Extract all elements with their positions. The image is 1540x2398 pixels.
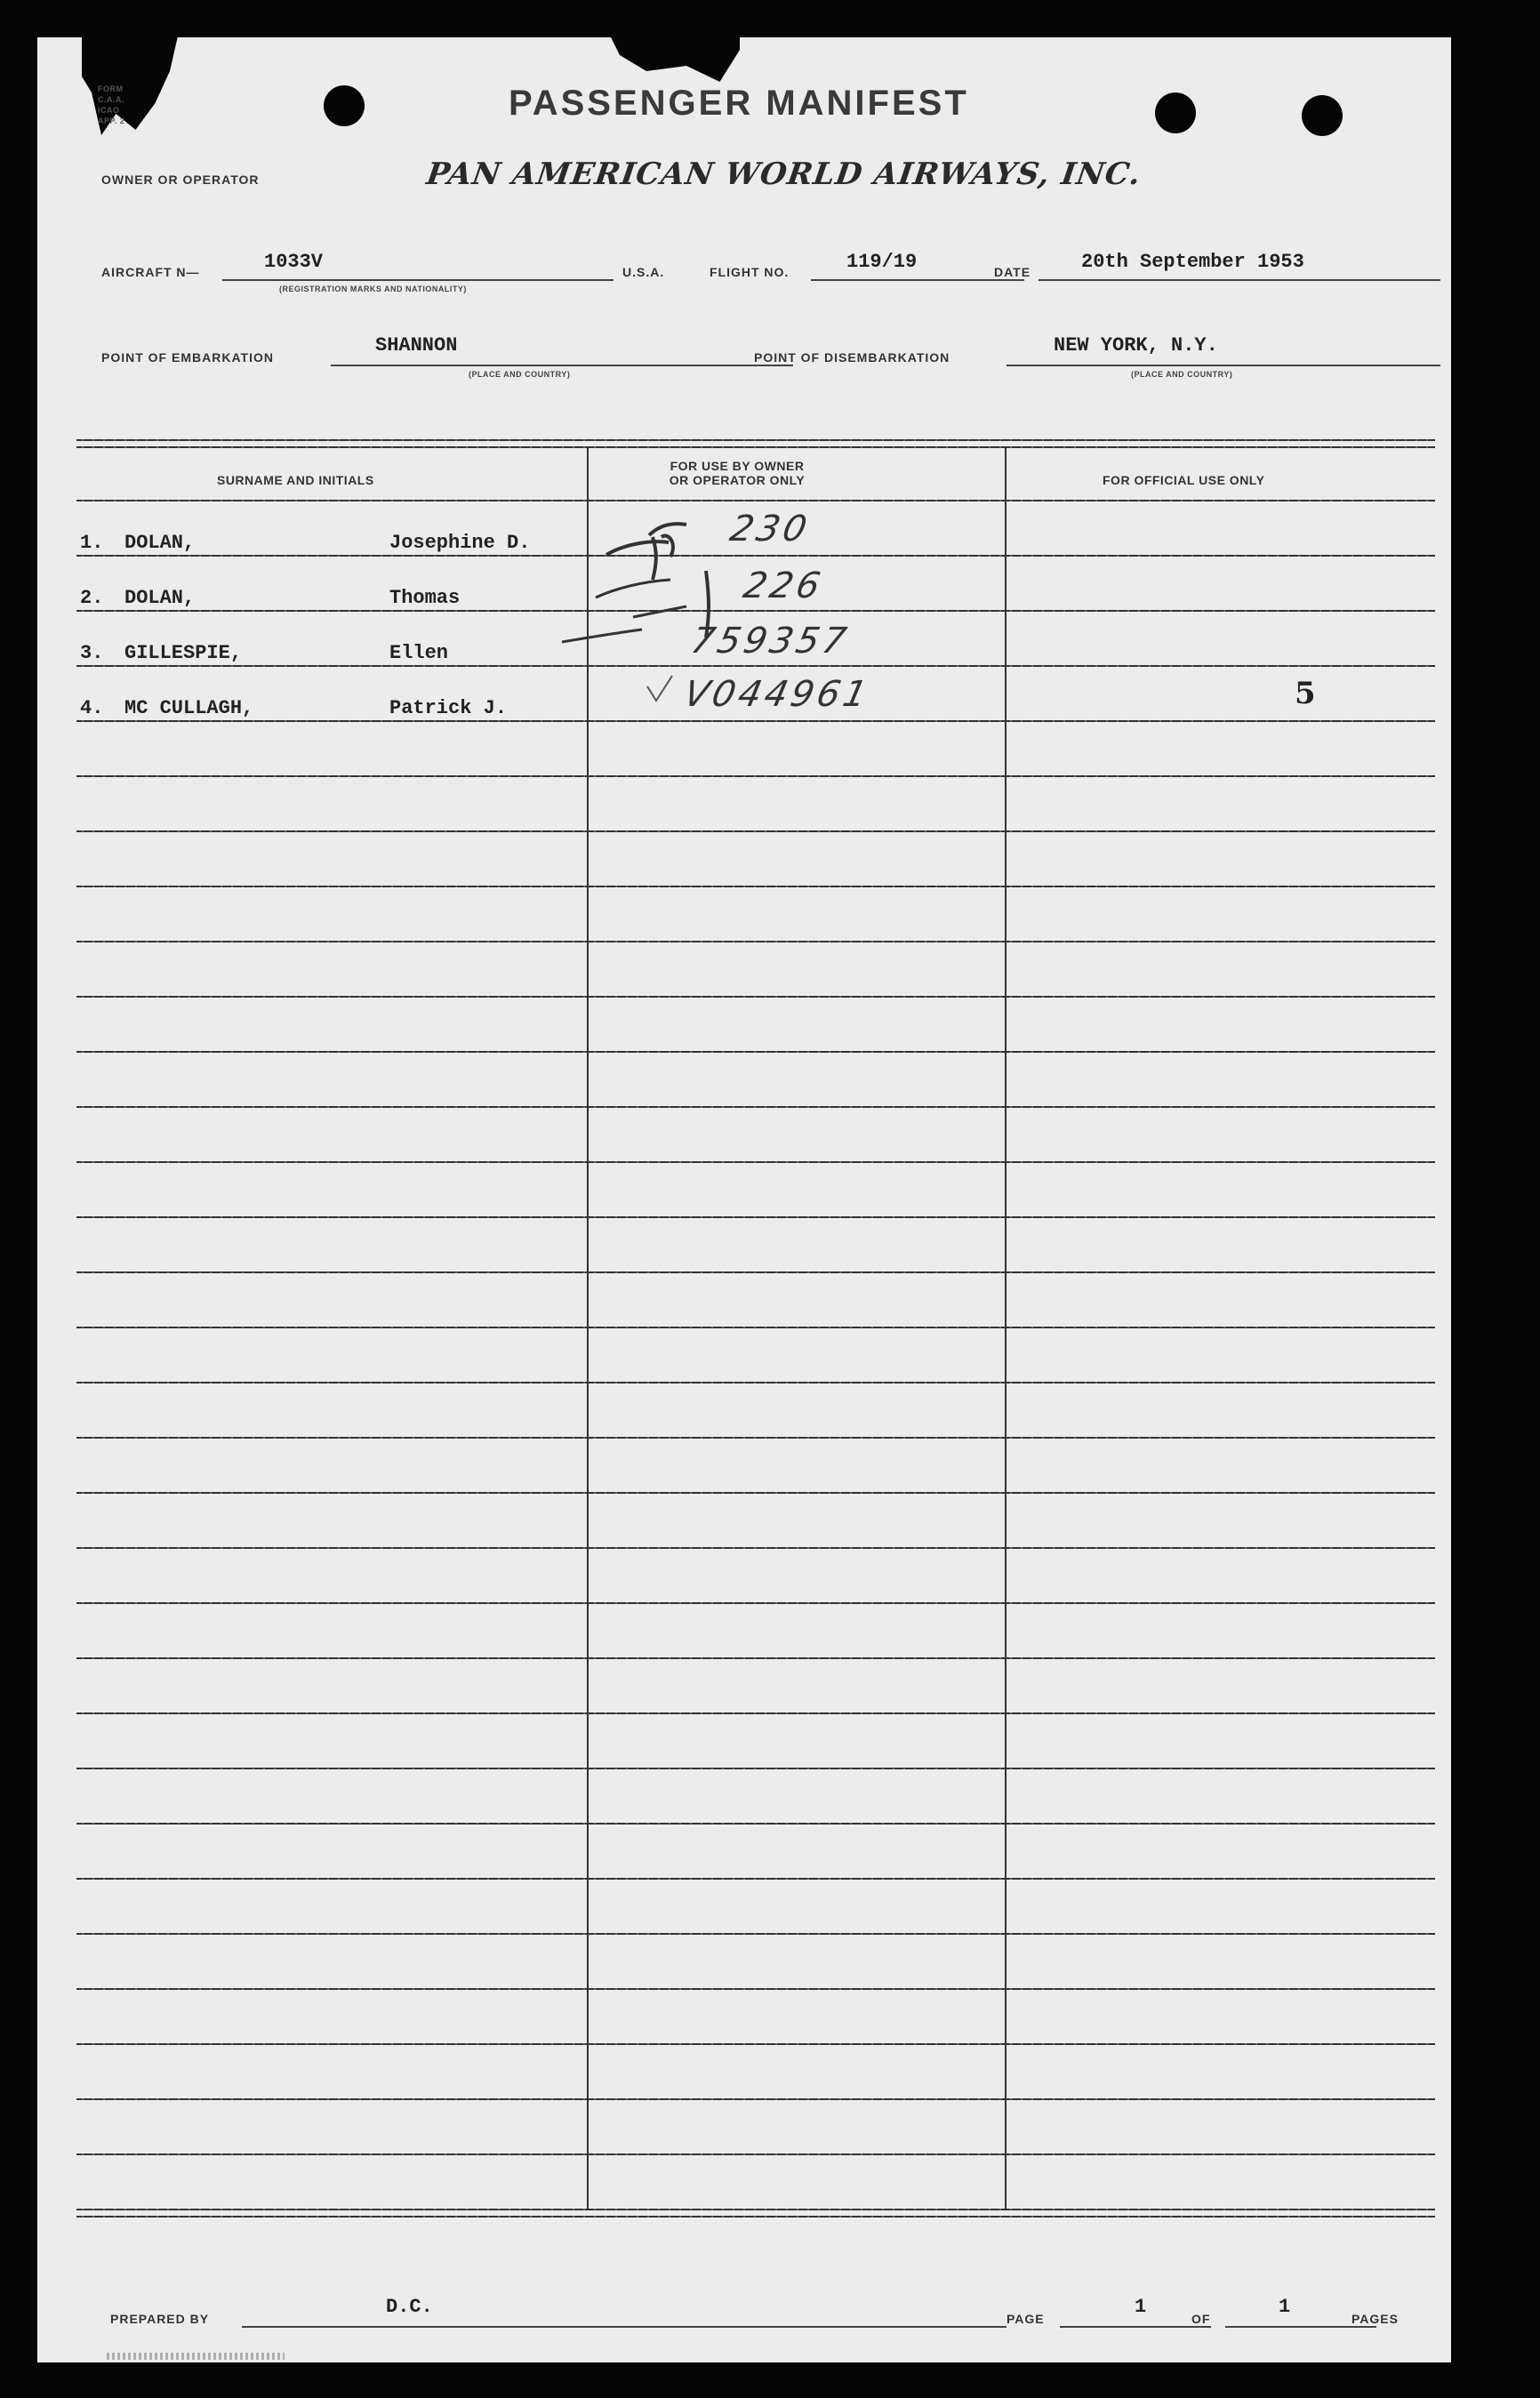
row-number: 2. (80, 587, 104, 609)
table-bottom-rule-2 (76, 2216, 1435, 2218)
operator-entry: 226 (740, 565, 828, 606)
table-rule-line (76, 610, 1435, 612)
top-tear (606, 37, 740, 82)
table-rule-line (76, 555, 1435, 557)
column-divider-2 (1005, 448, 1007, 2209)
table-rule-line (76, 720, 1435, 722)
punch-hole-left (324, 85, 365, 126)
manifest-sheet (37, 37, 1451, 2362)
of-label: OF (1191, 2312, 1211, 2326)
table-rule-line (76, 1106, 1435, 1108)
form-code: FORM C.A.A. ICAO APP. 2 (98, 84, 125, 125)
header-operator: FOR USE BY OWNER OR OPERATOR ONLY (669, 459, 806, 487)
table-rule-line (76, 1437, 1435, 1439)
total-underline (1225, 2326, 1376, 2328)
prepared-underline (242, 2326, 1007, 2328)
table-rule-line (76, 1382, 1435, 1383)
passenger-given-name: Ellen (389, 642, 449, 664)
table-top-rule-2 (76, 446, 1435, 448)
table-rule-line (76, 1547, 1435, 1549)
passenger-surname: GILLESPIE, (124, 642, 243, 664)
table-rule-line (76, 665, 1435, 667)
page-title: PASSENGER MANIFEST (509, 84, 969, 123)
operator-entry: 230 (726, 509, 814, 549)
operator-entry: 759357 (687, 621, 854, 662)
table-rule-line (76, 2043, 1435, 2045)
embarkation-caption: (PLACE AND COUNTRY) (469, 370, 571, 379)
table-rule-line (76, 1602, 1435, 1604)
prepared-value: D.C. (386, 2296, 433, 2318)
table-rule-line (76, 1161, 1435, 1163)
date-value: 20th September 1953 (1081, 251, 1304, 273)
table-rule-line (76, 1216, 1435, 1218)
embarkation-underline (331, 365, 793, 366)
table-rule-line (76, 2098, 1435, 2100)
table-bottom-rule (76, 2209, 1435, 2210)
aircraft-underline (222, 279, 614, 281)
table-rule-line (76, 775, 1435, 777)
row-number: 4. (80, 697, 104, 719)
date-label: DATE (994, 265, 1031, 279)
disembarkation-underline (1007, 365, 1440, 366)
aircraft-caption: (REGISTRATION MARKS AND NATIONALITY) (279, 285, 467, 293)
table-rule-line (76, 1657, 1435, 1659)
table-rule-line (76, 1878, 1435, 1880)
page-label: PAGE (1007, 2312, 1045, 2326)
airline-name: PAN AMERICAN WORLD AIRWAYS, INC. (424, 156, 1143, 192)
table-rule-line (76, 500, 1435, 501)
passenger-surname: DOLAN, (124, 532, 196, 554)
table-top-rule (76, 439, 1435, 441)
table-rule-line (76, 941, 1435, 942)
header-surname: SURNAME AND INITIALS (217, 473, 374, 487)
passenger-surname: MC CULLAGH, (124, 697, 254, 719)
table-rule-line (76, 1933, 1435, 1935)
row-number: 1. (80, 532, 104, 554)
table-rule-line (76, 830, 1435, 832)
table-rule-line (76, 1051, 1435, 1053)
aircraft-label: AIRCRAFT N— (101, 265, 200, 279)
disembarkation-value: NEW YORK, N.Y. (1054, 334, 1218, 357)
header-official: FOR OFFICIAL USE ONLY (1103, 473, 1265, 487)
passenger-given-name: Josephine D. (389, 532, 531, 554)
operator-entry: V044961 (680, 674, 874, 715)
passenger-given-name: Patrick J. (389, 697, 508, 719)
aircraft-value: 1033V (264, 251, 324, 273)
disembarkation-caption: (PLACE AND COUNTRY) (1131, 370, 1233, 379)
passenger-given-name: Thomas (389, 587, 461, 609)
prepared-label: PREPARED BY (110, 2312, 210, 2326)
passenger-surname: DOLAN, (124, 587, 196, 609)
table-rule-line (76, 996, 1435, 998)
flight-underline (811, 279, 1024, 281)
table-rule-line (76, 1327, 1435, 1328)
row-number: 3. (80, 642, 104, 664)
table-rule-line (76, 1271, 1435, 1273)
table-rule-line (76, 886, 1435, 887)
disembarkation-label: POINT OF DISEMBARKATION (754, 350, 950, 365)
owner-label: OWNER OR OPERATOR (101, 172, 260, 187)
page-underline (1060, 2326, 1211, 2328)
pages-label: PAGES (1352, 2312, 1399, 2326)
table-rule-line (76, 1712, 1435, 1714)
table-rule-line (76, 1768, 1435, 1769)
official-entry: 5 (1295, 676, 1316, 711)
table-rule-line (76, 1492, 1435, 1494)
flight-label: FLIGHT NO. (710, 265, 790, 279)
printer-mark (107, 2353, 285, 2360)
punch-hole-center (1155, 92, 1196, 133)
total-pages: 1 (1279, 2296, 1291, 2318)
embarkation-value: SHANNON (375, 334, 458, 357)
usa-label: U.S.A. (622, 265, 665, 279)
table-rule-line (76, 2153, 1435, 2155)
torn-corner (82, 37, 180, 135)
punch-hole-right (1302, 95, 1343, 136)
table-rule-line (76, 1988, 1435, 1990)
flight-value: 119/19 (846, 251, 918, 273)
embarkation-label: POINT OF EMBARKATION (101, 350, 274, 365)
date-underline (1039, 279, 1440, 281)
page-number: 1 (1135, 2296, 1147, 2318)
table-rule-line (76, 1823, 1435, 1825)
checkmark-strokes (553, 517, 749, 749)
